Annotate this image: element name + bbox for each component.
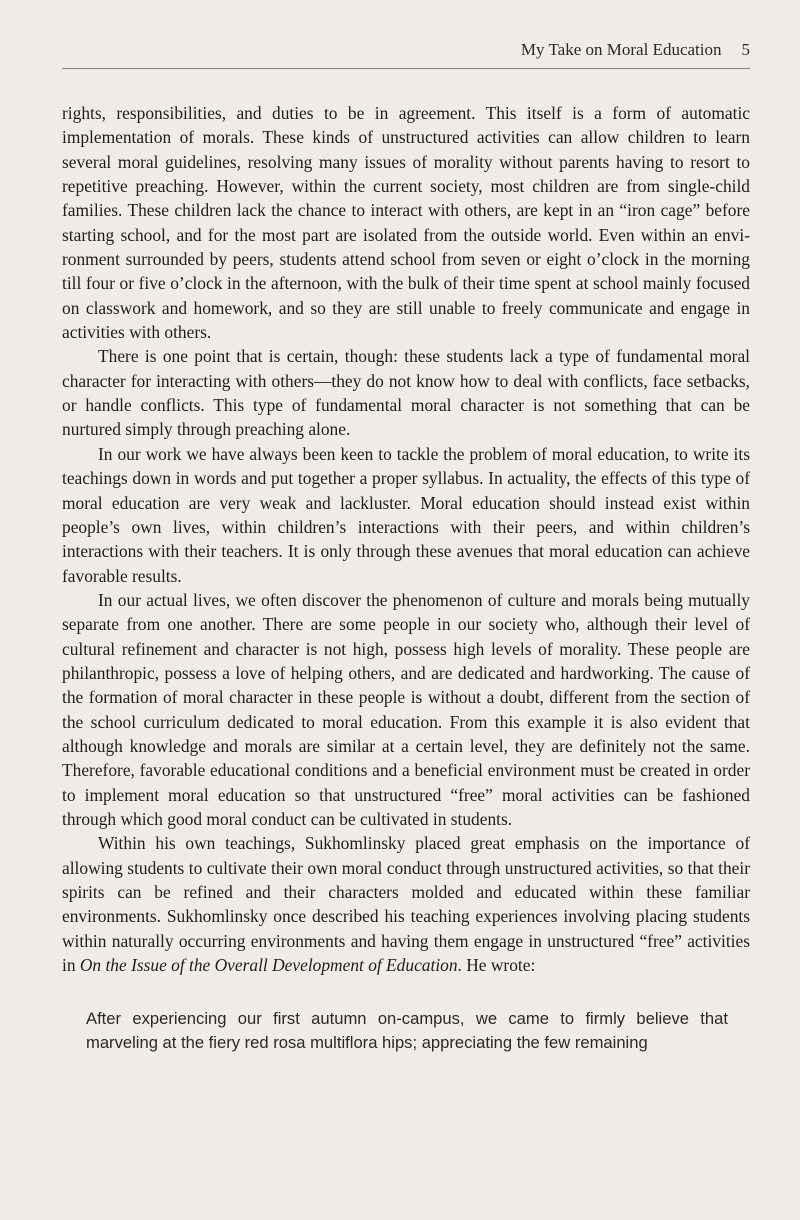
book-title: On the Issue of the Overall Development of Education (79, 955, 458, 976)
paragraph-5-text: Within his own teachings, Sukhomlinsky placed great emphasis on the importance of allowing students to cultivate their own moral conduct through unstructured activities, so that their spirits can be refined and their characters molded and educated within these familiar environments. Sukhomlinsky once described his teaching experiences involving placing students within naturally occurring environments and having them engage in unstructured “free” activities in (62, 833, 750, 976)
paragraph-3: In our work we have always been keen to tackle the problem of moral education, to write its teachings down in words and put together a proper syllabus. In actuality, the effects of this type of moral education are very weak and lackluster. Moral education should instead exist within people’s own lives, within children’s interactions with their peers, and within children’s interactions with their teachers. It is only through these avenues that moral education can achieve favorable results. (62, 443, 750, 586)
header-rule (62, 68, 750, 69)
running-title: My Take on Moral Education (520, 40, 722, 59)
paragraph-2: There is one point that is certain, though: these students lack a type of fundamental moral character for interacting with others—they do not know how to deal with conflicts, face setbacks, or handle conflicts. This type of fundamental moral character is not something that can be nurtured simply through preaching alone. (62, 346, 750, 440)
running-head (62, 40, 750, 60)
page-number: 5 (741, 40, 750, 59)
paragraph-5-tail: . He wrote: (457, 955, 536, 976)
paragraph-1: rights, responsibilities, and duties to be in agreement. This itself is a form of automatic implementation of morals. These kinds of unstructured activities can allow children to learn several moral guidelines, resolving many issues of morality without parents having to resort to repetitive preaching. However, within the current society, most children are from single-child families. These children lack the chance to interact with others, are kept in an “iron cage” before starting school, and for the most part are isolated from the outside world. Even within an environment surrounded by peers, students attend school from seven or eight o’clock in the morning till four or five o’clock in the afternoon, with the bulk of their time spent at school mainly focused on classwork and homework, and so they are still unable to freely communicate and engage in activities with others. (62, 103, 750, 343)
block-quote-text: After experiencing our first autumn on-campus, we came to firmly believe that marveling at the fiery red rosa multiflora hips; appreciating the few remaining (86, 1009, 728, 1052)
paragraph-5 (62, 831, 750, 977)
body-text (62, 101, 750, 977)
block-quote (86, 1007, 728, 1055)
paragraph-4: In our actual lives, we often discover the phenomenon of culture and morals being mutually separate from one another. There are some people in our society who, although their level of cultural refinement and character is not high, possess high levels of morality. These people are philanthropic, possess a love of helping others, and are dedicated and hardworking. The cause of the formation of moral character in these people is without a doubt, different from the section of the school curriculum dedicated to moral education. From this example it is also evident that although knowledge and morals are similar at a certain level, they are definitely not the same. Therefore, favorable educational conditions and a beneficial environment must be created in order to implement moral education so that unstructured “free” moral activities can be fashioned through which good moral conduct can be cultivated in students. (62, 589, 750, 829)
